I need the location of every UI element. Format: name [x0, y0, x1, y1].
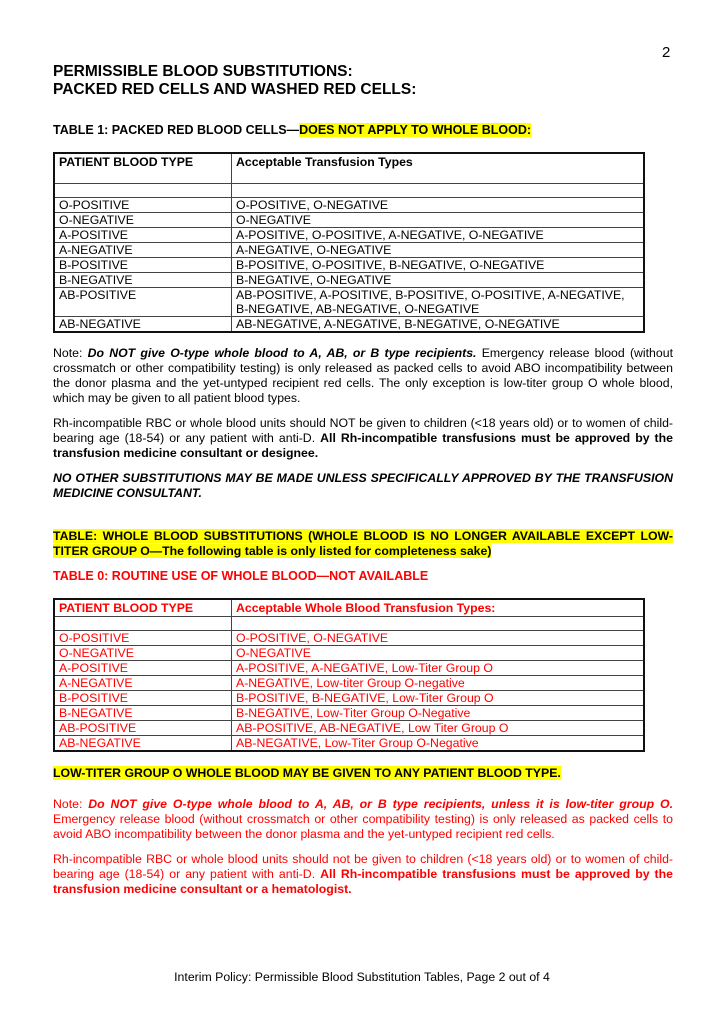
patient-type-cell: A-POSITIVE	[54, 661, 232, 676]
page-number: 2	[662, 44, 671, 61]
acceptable-types-cell: A-NEGATIVE, Low-titer Group O-negative	[232, 676, 645, 691]
table0-whole-blood	[53, 598, 645, 752]
table-row	[54, 691, 644, 706]
table-row	[54, 736, 644, 752]
patient-type-cell: A-NEGATIVE	[54, 676, 232, 691]
table1-header-row	[54, 153, 644, 184]
patient-type-cell: AB-POSITIVE	[54, 721, 232, 736]
table-row	[54, 721, 644, 736]
low-titer-statement	[53, 766, 673, 781]
whole-blood-heading	[53, 529, 673, 559]
patient-type-cell: O-NEGATIVE	[54, 646, 232, 661]
acceptable-types-cell: AB-NEGATIVE, A-NEGATIVE, B-NEGATIVE, O-NEGATIVE	[232, 317, 645, 333]
table-row	[54, 213, 644, 228]
title-line-2: PACKED RED CELLS AND WASHED RED CELLS:	[53, 81, 417, 98]
acceptable-types-cell: AB-NEGATIVE, Low-Titer Group O-Negative	[232, 736, 645, 752]
patient-type-cell: B-POSITIVE	[54, 258, 232, 273]
acceptable-types-cell: AB-POSITIVE, AB-NEGATIVE, Low Titer Group O	[232, 721, 645, 736]
note1-text: Emergency release blood (without crossmatch or other compatibility testing) is only released as packed cells to avoid ABO incompatibility between the donor plasma and the yet-untyped recipient red cells. The only exception is low-titer group O whole blood, which may be given to all patient blood types.	[53, 346, 673, 405]
table-row	[54, 631, 644, 646]
table1-caption	[53, 123, 531, 137]
table1-header-acceptable-types: Acceptable Transfusion Types	[232, 153, 645, 184]
table-row	[54, 198, 644, 213]
table1-header-patient-type: PATIENT BLOOD TYPE	[54, 153, 232, 184]
table-row	[54, 676, 644, 691]
table1-caption-prefix: TABLE 1: PACKED RED BLOOD CELLS—	[53, 123, 300, 137]
table0-caption: TABLE 0: ROUTINE USE OF WHOLE BLOOD—NOT AVAILABLE	[53, 569, 429, 583]
note1-label: Note:	[53, 346, 88, 360]
acceptable-types-cell: B-NEGATIVE, O-NEGATIVE	[232, 273, 645, 288]
rh-note1-paragraph	[53, 416, 673, 461]
table1-caption-highlight: DOES NOT APPLY TO WHOLE BLOOD:	[299, 123, 532, 137]
patient-type-cell: AB-NEGATIVE	[54, 736, 232, 752]
table0-header-acceptable-types: Acceptable Whole Blood Transfusion Types:	[232, 599, 645, 617]
patient-type-cell: AB-POSITIVE	[54, 288, 232, 317]
acceptable-types-cell: O-POSITIVE, O-NEGATIVE	[232, 198, 645, 213]
table0-header-row	[54, 599, 644, 617]
table1-packed-red-cells	[53, 152, 645, 333]
acceptable-types-cell: O-POSITIVE, O-NEGATIVE	[232, 631, 645, 646]
patient-type-cell: O-POSITIVE	[54, 198, 232, 213]
acceptable-types-cell: B-POSITIVE, B-NEGATIVE, Low-Titer Group O	[232, 691, 645, 706]
note1-warning: Do NOT give O-type whole blood to A, AB, or B type recipients.	[87, 346, 477, 360]
table0-empty-row	[54, 617, 644, 631]
no-other-substitutions-note: NO OTHER SUBSTITUTIONS MAY BE MADE UNLESS SPECIFICALLY APPROVED BY THE TRANSFUSION MEDICINE CONSULTANT.	[53, 471, 673, 500]
table-row	[54, 317, 644, 333]
patient-type-cell: AB-NEGATIVE	[54, 317, 232, 333]
table-row	[54, 273, 644, 288]
acceptable-types-cell: O-NEGATIVE	[232, 646, 645, 661]
patient-type-cell: A-NEGATIVE	[54, 243, 232, 258]
note2-warning: Do NOT give O-type whole blood to A, AB, or B type recipients, unless it is low-titer group O.	[88, 797, 673, 811]
acceptable-types-cell: O-NEGATIVE	[232, 213, 645, 228]
table1-empty-row	[54, 184, 644, 198]
table-row	[54, 258, 644, 273]
table-row	[54, 706, 644, 721]
table-row	[54, 243, 644, 258]
acceptable-types-cell: B-POSITIVE, O-POSITIVE, B-NEGATIVE, O-NEGATIVE	[232, 258, 645, 273]
patient-type-cell: B-NEGATIVE	[54, 273, 232, 288]
rh-note1-text: Rh-incompatible RBC or whole blood units should NOT be given to children (<18 years old) or to women of child-bearing age (18-54) or any patient with anti-D.	[53, 416, 673, 445]
rh-note2-paragraph	[53, 852, 673, 897]
patient-type-cell: B-POSITIVE	[54, 691, 232, 706]
table-row	[54, 228, 644, 243]
title-line-1: PERMISSIBLE BLOOD SUBSTITUTIONS:	[53, 63, 353, 80]
note2-text: Emergency release blood (without crossmatch or other compatibility testing) is only released as packed cells to avoid ABO incompatibility between the donor plasma and the yet-untyped recipient red cells.	[53, 812, 673, 841]
acceptable-types-cell: AB-POSITIVE, A-POSITIVE, B-POSITIVE, O-POSITIVE, A-NEGATIVE, B-NEGATIVE, AB-NEGATIVE, O-NEGATIVE	[232, 288, 645, 317]
acceptable-types-cell: B-NEGATIVE, Low-Titer Group O-Negative	[232, 706, 645, 721]
acceptable-types-cell: A-POSITIVE, O-POSITIVE, A-NEGATIVE, O-NEGATIVE	[232, 228, 645, 243]
patient-type-cell: B-NEGATIVE	[54, 706, 232, 721]
table-row	[54, 661, 644, 676]
rh-note2-text: Rh-incompatible RBC or whole blood units should not be given to children (<18 years old) or to women of child-bearing age (18-54) or any patient with anti-D.	[53, 852, 673, 881]
low-titer-statement-text: LOW-TITER GROUP O WHOLE BLOOD MAY BE GIVEN TO ANY PATIENT BLOOD TYPE.	[53, 766, 561, 780]
acceptable-types-cell: A-NEGATIVE, O-NEGATIVE	[232, 243, 645, 258]
page-footer: Interim Policy: Permissible Blood Substitution Tables, Page 2 out of 4	[174, 970, 550, 984]
rh-note1-approval: All Rh-incompatible transfusions must be approved by the transfusion medicine consultant or designee.	[53, 431, 674, 460]
patient-type-cell: O-NEGATIVE	[54, 213, 232, 228]
table-row	[54, 288, 644, 317]
table-row	[54, 646, 644, 661]
table0-header-patient-type: PATIENT BLOOD TYPE	[54, 599, 232, 617]
acceptable-types-cell: A-POSITIVE, A-NEGATIVE, Low-Titer Group O	[232, 661, 645, 676]
whole-blood-heading-text: TABLE: WHOLE BLOOD SUBSTITUTIONS (WHOLE BLOOD IS NO LONGER AVAILABLE EXCEPT LOW-TITER GROUP O—The following table is only listed for completeness sake)	[53, 529, 673, 558]
note2-label: Note:	[53, 797, 89, 811]
note2-paragraph	[53, 797, 673, 842]
note1-paragraph	[53, 346, 673, 406]
page-title	[53, 63, 416, 99]
patient-type-cell: O-POSITIVE	[54, 631, 232, 646]
patient-type-cell: A-POSITIVE	[54, 228, 232, 243]
rh-note2-approval: All Rh-incompatible transfusions must be approved by the transfusion medicine consultant or a hematologist.	[53, 867, 674, 896]
